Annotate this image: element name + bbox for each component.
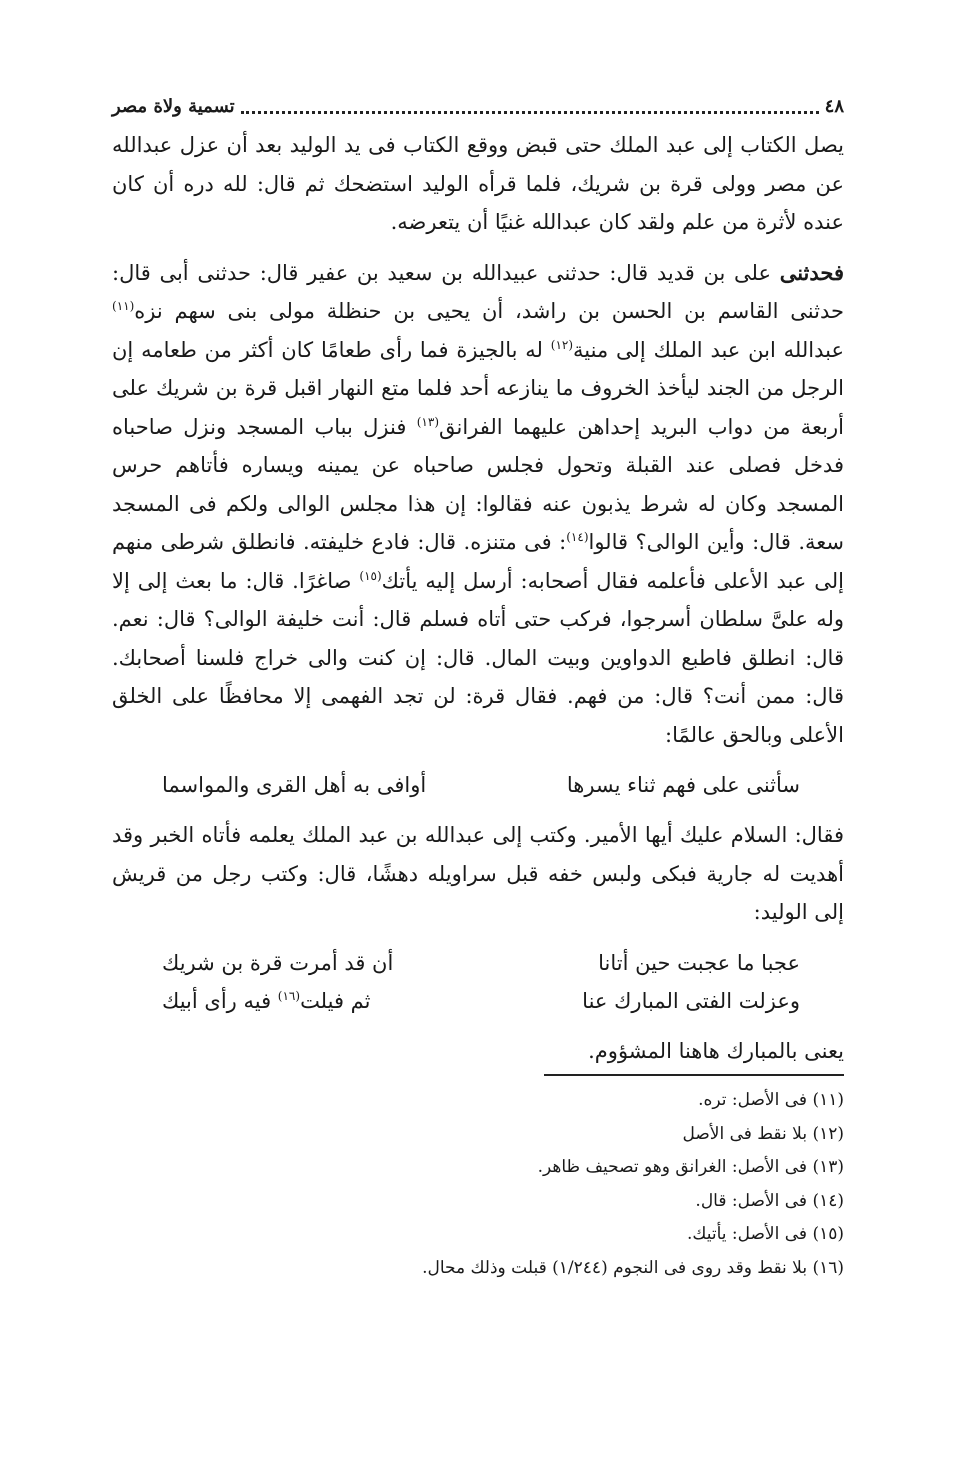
verse-hemistich-right: سأثنى على فهم ثناء يسرها (566, 773, 800, 797)
footnote-ref-16: (١٦) (277, 988, 301, 1003)
verse-hemistich-right: وعزلت الفتى المبارك عنا (582, 988, 800, 1013)
paragraph-2 (112, 254, 844, 755)
running-header (112, 90, 844, 122)
running-title: تسمية ولاة مصر (112, 95, 235, 117)
footnote-ref-14: (١٤) (566, 530, 589, 544)
footnote-13: (١٣) فى الأصل: الغرانق وهو تصحيف ظاهر. (537, 1157, 844, 1177)
header-dot-leader (241, 107, 819, 114)
paragraph-2-text-d: فنزل بباب المسجد ونزل صاحباه فدخل فصلى عند القبلة وتحول فجلس صاحباه عن يمينه ويساره فأتاهم حرس المسجد وكان له شرط يذبون عنه فقالوا: إن هذا مجلس الوالى ولكم فى المسجد سعة. قال: وأين الوالى؟ قالوا (112, 414, 844, 554)
paragraph-2-text-b: عبدالله ابن عبد الملك إلى منية (573, 337, 844, 362)
footnote-14: (١٤) فى الأصل: قال. (695, 1190, 844, 1211)
book-page (112, 90, 844, 1390)
verse-block-2 (112, 944, 844, 1020)
verse-line (162, 982, 800, 1020)
verse-hemistich-left: أن قد أمرت قرة بن شريك (162, 950, 394, 975)
page-number: ٤٨ (824, 95, 844, 117)
footnote-12: (١٢) بلا نقط فى الأصل (682, 1123, 844, 1144)
footnote-ref-13: (١٣) (416, 414, 439, 429)
footnote-11: (١١) فى الأصل: تره. (698, 1090, 844, 1110)
footnotes (112, 1084, 844, 1285)
verse-line (162, 766, 800, 804)
paragraph-3: فقال: السلام عليك أيها الأمير. وكتب إلى عبدالله بن عبد الملك يعلمه فأتاه الخبر وقد أهديت له جارية فبكى ولبس خفه قبل سراويله دهشًا، قال: وكتب رجل من قريش إلى الوليد: (112, 823, 844, 924)
footnote-15: (١٥) فى الأصل: يأتيك. (686, 1224, 844, 1244)
paragraph-2-lead: فحدثنى (779, 259, 844, 285)
footnote-ref-15: (١٥) (359, 568, 382, 583)
verse-text: ثم فيلت (300, 988, 371, 1013)
verse-block-1 (112, 766, 844, 804)
paragraph-2-text-a: على بن قديد قال: حدثنى عبيدالله بن سعيد بن عفير قال: حدثنى أبى قال: حدثنى القاسم بن الحسن بن راشد، أن يحيى بن حنظلة مولى بنى سهم نزه (112, 260, 844, 323)
paragraph-2-text-e: : فى متنزه. قال: فادع خليفته. فانطلق شرطى منهم إلى عبد الأعلى فأعلمه فقال أصحابه: أرسل إليه يأتك (112, 530, 844, 593)
paragraph-2-text-c: له بالجيزة فما رأى طعامًا كان أكثر من طعامه إن الرجل من الجند ليأخذ الخروف ما ينازعه أحد فلما متع النهار اقبل قرة بن شريك على أربعة من دواب البريد إحداهن عليهما الفرانق (112, 337, 844, 439)
verse-text: فيه رأى أبيك (162, 988, 278, 1013)
paragraph-1: يصل الكتاب إلى عبد الملك حتى قبض ووقع الكتاب فى يد الوليد بعد أن عزل عبدالله عن مصر وولى قرة بن شريك، فلما قرأه الوليد استضحك ثم قال: لله دره أن كان عنده لأثرة من علم ولقد كان عبدالله غنيًا أن يتعرضه. (112, 133, 844, 234)
verse-hemistich-left (162, 982, 371, 1020)
paragraph-2-text-f: صاغرًا. قال: ما بعث إلى إلا وله علىَّ سلطان أسرجوا، فركب حتى أتاه فسلم قال: أنت خليفة الوالى؟ قال: نعم. قال: انطلق فاطبع الدواوين وبيت المال. قال: إن كنت والى خراج فلسنا أصحابك. قال: ممن أنت؟ قال: من فهم. فقال قرة: لن تجد الفهمى إلا محافظًا على الخلق الأعلى وبالحق عالمًا: (112, 568, 844, 747)
verse-hemistich-left: أوافى به أهل القرى والمواسما (162, 773, 427, 797)
footnote-separator (544, 1074, 844, 1076)
footnote-16: (١٦) بلا نقط وقد روى فى النجوم (١/٢٤٤) قبلت وذلك محال. (422, 1257, 844, 1278)
paragraph-4: يعنى بالمبارك هاهنا المشؤوم. (588, 1038, 844, 1063)
footnote-ref-12: (١٢) (550, 337, 574, 352)
verse-hemistich-right: عجبا ما عجبت حين أتانا (598, 950, 800, 975)
verse-line (162, 944, 800, 982)
footnote-ref-11: (١١) (112, 299, 135, 313)
